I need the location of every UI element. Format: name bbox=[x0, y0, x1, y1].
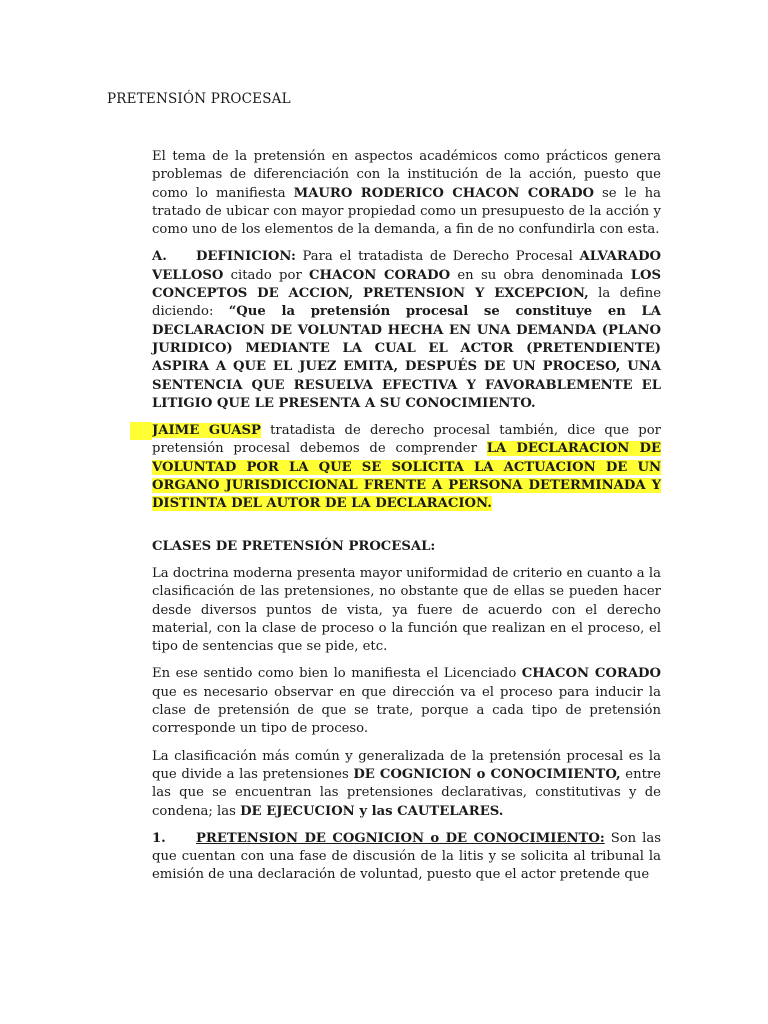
document-body bbox=[152, 148, 661, 894]
classes-paragraph-1: La doctrina moderna presenta mayor uniformidad de criterio en cuanto a la clasificación de las pretensiones, no obstante que de ellas se pueden hacer desde diversos puntos de vista, ya fuere de acuerdo con el derecho material, con la clase de proceso o la función que realizan en el proceso, el tipo de sentencias que se pide, etc. bbox=[152, 565, 661, 655]
definition-author-2: CHACON CORADO bbox=[309, 267, 451, 283]
item-1-number: 1. bbox=[152, 830, 166, 846]
classes-p3-bold-1: DE COGNICION o CONOCIMIENTO, bbox=[353, 766, 621, 782]
definition-heading: DEFINICION: bbox=[196, 249, 296, 265]
classes-p2-text-2: que es necesario observar en que dirección va el proceso para inducir la clase de pretensión de que se trate, porque a cada tipo de pretensión corresponde un tipo de proceso. bbox=[152, 684, 661, 737]
classes-p3-text-2: entre las que se encuentran las pretensiones declarativas, constitutivas y de condena; las bbox=[152, 766, 661, 819]
classes-p2-text-1: En ese sentido como bien lo manifiesta el Licenciado bbox=[152, 666, 522, 682]
definition-number: A. bbox=[152, 249, 167, 265]
classes-heading-text: CLASES DE PRETENSIÓN PROCESAL: bbox=[152, 538, 436, 554]
guasp-highlighted-definition: LA DECLARACION DE VOLUNTAD POR LA QUE SE SOLICITA LA ACTUACION DE UN ORGANO JURISDICCIONAL FRENTE A PERSONA DETERMINADA Y DISTINTA DEL AUTOR DE LA DECLARACION. bbox=[152, 441, 661, 512]
classes-p3-bold-2: DE EJECUCION y las CAUTELARES. bbox=[240, 803, 504, 819]
highlight-margin-mark bbox=[130, 422, 152, 440]
guasp-paragraph bbox=[152, 422, 661, 513]
classes-paragraph-3 bbox=[152, 748, 661, 821]
item-1-heading: PRETENSION DE COGNICION o DE CONOCIMIENTO: bbox=[196, 830, 605, 846]
item-1-paragraph bbox=[152, 830, 661, 885]
item-1-text: Son las que cuentan con una fase de discusión de la litis y se solicita al tribunal la emisión de una declaración de voluntad, puesto que el actor pretende que bbox=[152, 830, 661, 883]
guasp-author-name: JAIME GUASP bbox=[152, 423, 261, 439]
definition-text-1: Para el tratadista de Derecho Procesal bbox=[295, 249, 580, 265]
definition-text-4: la define diciendo: bbox=[152, 286, 661, 320]
definition-text-3: en su obra denominada bbox=[450, 267, 631, 283]
classes-p3-text-1: La clasificación más común y generalizada de la pretensión procesal es la que divide a las pretensiones bbox=[152, 748, 661, 782]
guasp-text-1: tratadista de derecho procesal también, dice que por pretensión procesal debemos de comprender bbox=[152, 423, 661, 457]
definition-paragraph bbox=[152, 248, 661, 413]
classes-paragraph-2 bbox=[152, 665, 661, 738]
definition-quote: “Que la pretensión procesal se constituye en LA DECLARACION DE VOLUNTAD HECHA EN UNA DEMANDA (PLANO JURIDICO) MEDIANTE LA CUAL EL ACTOR (PRETENDIENTE) ASPIRA A QUE EL JUEZ EMITA, DESPUÉS DE UN PROCESO, UNA SENTENCIA QUE RESUELVA EFECTIVA Y FAVORABLEMENTE EL LITIGIO QUE LE PRESENTA A SU CONOCIMIENTO. bbox=[152, 304, 662, 411]
document-title: PRETENSIÓN PROCESAL bbox=[107, 91, 291, 107]
intro-text-2: se le ha tratado de ubicar con mayor propiedad como un presupuesto de la acción y como uno de los elementos de la demanda, a fin de no confundirla con esta. bbox=[152, 185, 661, 238]
intro-paragraph bbox=[152, 148, 661, 239]
definition-text-2: citado por bbox=[223, 267, 310, 283]
classes-p2-author: CHACON CORADO bbox=[521, 666, 661, 682]
definition-author-1: ALVARADO VELLOSO bbox=[152, 249, 661, 283]
intro-text-1: El tema de la pretensión en aspectos académicos como prácticos genera problemas de diferenciación con la institución de la acción, puesto que como lo manifiesta bbox=[152, 149, 661, 201]
intro-author-name: MAURO RODERICO CHACON CORADO bbox=[293, 185, 594, 201]
classes-heading bbox=[152, 538, 661, 556]
definition-work-title: LOS CONCEPTOS DE ACCION, PRETENSION Y EXCEPCION, bbox=[152, 267, 661, 302]
